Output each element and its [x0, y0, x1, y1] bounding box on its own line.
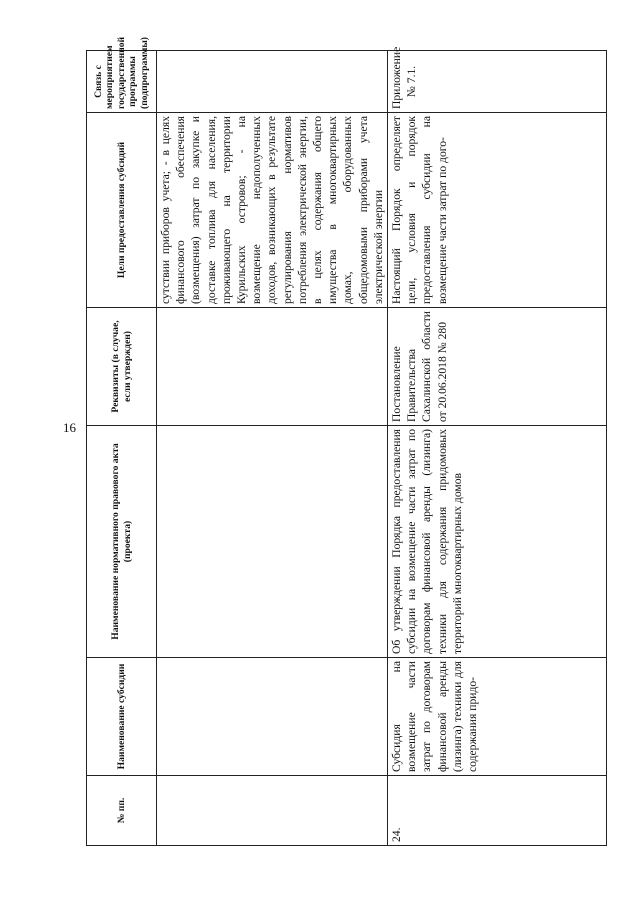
page-number: 16: [63, 420, 76, 435]
row24-act: Об утверждении Порядка предоставления субсидии на возмещение части затрат по договорам финансовой аренды (лизинга) техники для содержания придомовых территорий многоквартирных домов: [388, 426, 607, 658]
prev-goal-cell: сутствии приборов учета; - в целях финансового обеспечения (возмещения) затрат по закупке и доставке топлива для населения, проживающего на территории Курильских островов; - на возмещение недополученных доходов, возникающих в результате регулирования нормативов потребления электрической энергии, в целях содержания общего имущества в многоквартирных домах, оборудованных общедомовыми приборами учета электрической энергии: [157, 113, 388, 308]
header-act: Наименование нормативного правового акта (проекта): [87, 426, 157, 658]
prev-link-cell: [157, 51, 388, 113]
prev-act-cell: [157, 426, 388, 658]
row24-link: Приложение № 7.1.: [388, 51, 607, 113]
prev-req-cell: [157, 308, 388, 426]
row24-subsidy: Субсидия на возмещение части затрат по договорам финансовой аренды (лизинга) техники для содержания придо-: [388, 658, 607, 776]
header-num: № пп.: [87, 776, 157, 846]
header-requisites: Реквизиты (в случае, если утвержден): [87, 308, 157, 426]
header-link: Связь с мероприятием государственной программы (подпрограммы): [87, 51, 157, 113]
rotated-table-wrapper: [86, 36, 585, 846]
table-row: [388, 51, 607, 846]
row24-requisites: Постановление Правительства Сахалинской области от 20.06.2018 № 280: [388, 308, 607, 426]
prev-num-cell: [157, 776, 388, 846]
row24-goal: Настоящий Порядок определяет цели, условия и порядок предоставления субсидии на возмещение части затрат по дого-: [388, 113, 607, 308]
prev-subsidy-cell: [157, 658, 388, 776]
header-goal: Цели предоставления субсидий: [87, 113, 157, 308]
subsidy-table: [86, 36, 607, 846]
table-row: [157, 51, 388, 846]
header-subsidy: Наименование субсидии: [87, 658, 157, 776]
row24-num: 24.: [388, 776, 607, 846]
table-header-row: [87, 51, 157, 846]
